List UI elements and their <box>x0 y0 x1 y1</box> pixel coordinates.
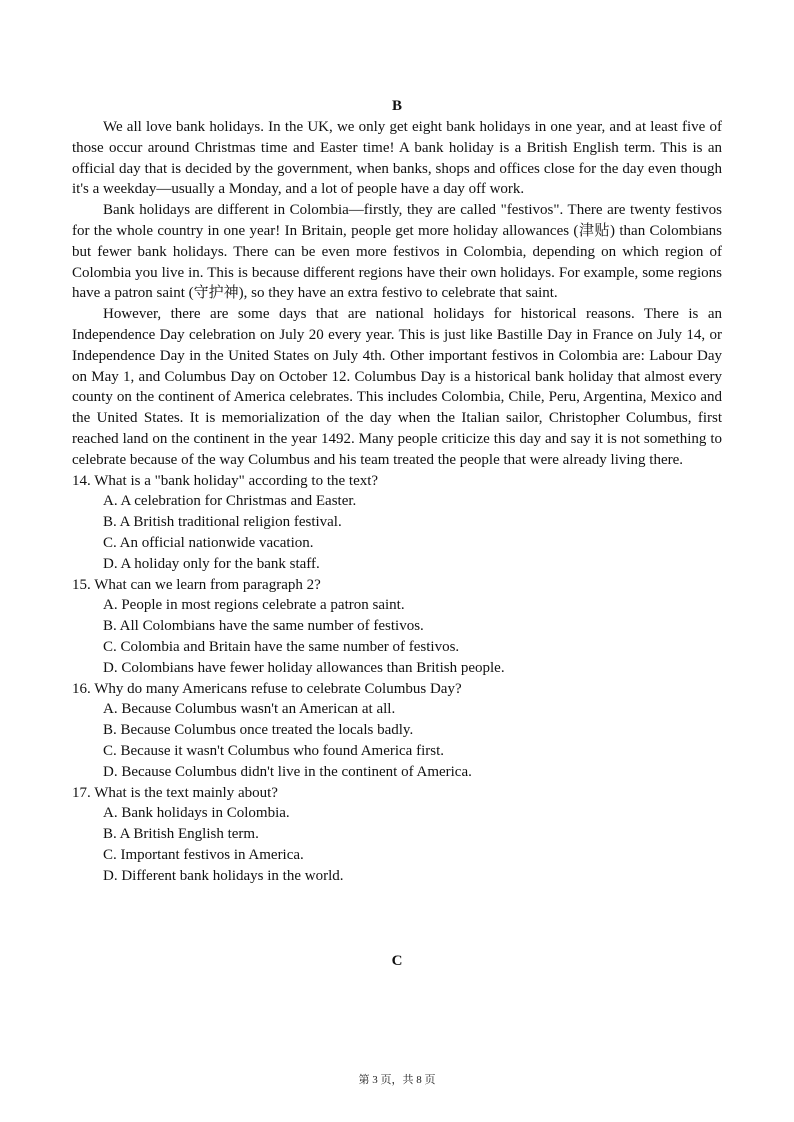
question-16 <box>72 679 722 783</box>
section-b-heading: B <box>391 98 402 114</box>
option-b: B. A British English term. <box>103 826 259 843</box>
question-14 <box>72 471 722 575</box>
question-stem: 14. What is a "bank holiday" according to the text? <box>72 472 379 489</box>
option-b: B. All Colombians have the same number of festivos. <box>103 618 424 635</box>
option-c: C. Colombia and Britain have the same number of festivos. <box>103 638 460 655</box>
option-d: D. A holiday only for the bank staff. <box>103 555 320 572</box>
option-d: D. Because Columbus didn't live in the continent of America. <box>103 763 472 780</box>
page-number-footer: 第 3 页，共 8 页 <box>358 1074 436 1086</box>
option-d: D. Colombians have fewer holiday allowances than British people. <box>103 659 505 676</box>
question-stem: 16. Why do many Americans refuse to celebrate Columbus Day? <box>72 680 462 697</box>
passage-b <box>72 117 722 471</box>
option-a: A. A celebration for Christmas and Easter. <box>103 493 357 510</box>
option-c: C. An official nationwide vacation. <box>103 534 314 551</box>
option-c: C. Important festivos in America. <box>103 846 304 863</box>
option-d: D. Different bank holidays in the world. <box>103 867 344 884</box>
section-c-heading: C <box>391 953 403 969</box>
question-15 <box>72 575 722 679</box>
passage-paragraph-1: We all love bank holidays. In the UK, we only get eight bank holidays in one year, and at least five of those occur around Christmas time and Easter time! A bank holiday is a British English term. This is an official day that is decided by the government, when banks, shops and offices close for the day even though it's a weekday—usually a Monday, and a lot of people have a day off work. <box>72 119 722 198</box>
option-b: B. A British traditional religion festival. <box>103 514 342 531</box>
question-17 <box>72 783 722 887</box>
option-a: A. Bank holidays in Colombia. <box>103 805 290 822</box>
question-stem: 15. What can we learn from paragraph 2? <box>72 576 321 593</box>
passage-paragraph-2: Bank holidays are different in Colombia—firstly, they are called "festivos". There are twenty festivos for the whole country in one year! In Britain, people get more holiday allowances (津贴) than Colombians but fewer bank holidays. There can be even more festivos in Colombia, depending on which region of Colombia you live in. This is because different regions have their own holidays. For example, some regions have a patron saint (守护神), so they have an extra festivo to celebrate that saint. <box>72 202 722 302</box>
passage-paragraph-3: However, there are some days that are national holidays for historical reasons. There is an Independence Day celebration on July 20 every year. This is just like Bastille Day in France on July 14, or Independence Day in the United States on July 4th. Other important festivos in Colombia are: Labour Day on May 1, and Columbus Day on October 12. Columbus Day is a historical bank holiday that almost every county on the continent of America celebrates. This includes Colombia, Chile, Peru, Argentina, Mexico and the United States. It is memorialization of the day when the Italian sailor, Christopher Columbus, first reached land on the continent in the year 1492. Many people criticize this day and say it is not something to celebrate because of the way Columbus and his team treated the people that were already living there. <box>72 306 722 468</box>
question-stem: 17. What is the text mainly about? <box>72 784 278 801</box>
option-c: C. Because it wasn't Columbus who found America first. <box>103 742 444 759</box>
option-b: B. Because Columbus once treated the locals badly. <box>103 722 414 739</box>
page-content <box>72 96 722 886</box>
option-a: A. Because Columbus wasn't an American at all. <box>103 701 396 718</box>
option-a: A. People in most regions celebrate a patron saint. <box>103 597 405 614</box>
